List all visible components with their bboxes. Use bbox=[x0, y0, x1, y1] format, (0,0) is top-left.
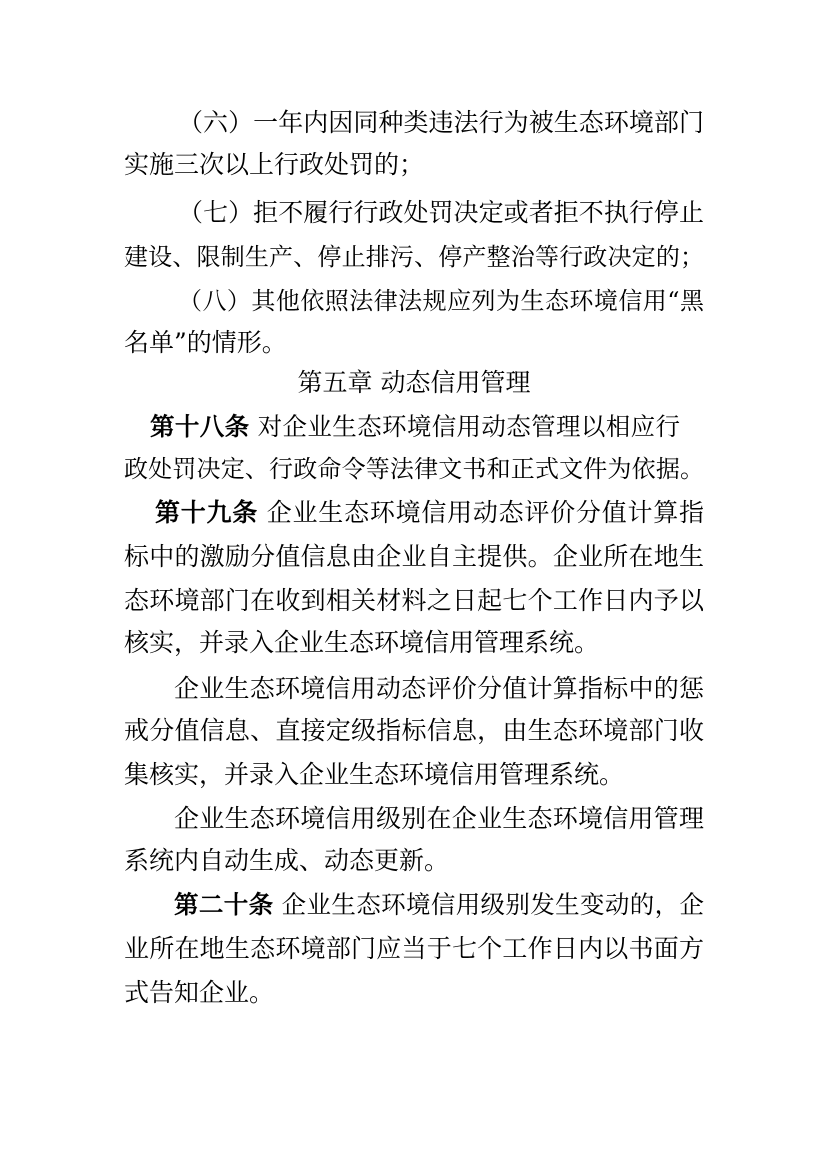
line-text: （六）一年内因同种类违法行为被生态环境部门 bbox=[178, 108, 704, 137]
line-text: （八）其他依照法律法规应列为生态环境信用“黑 bbox=[178, 287, 704, 315]
article-20-line bbox=[174, 888, 704, 922]
line-text: 戒分值信息、直接定级指标信息，由生态环境部门收 bbox=[124, 716, 704, 745]
text-line bbox=[178, 106, 704, 140]
article-number: 第十九条 bbox=[155, 498, 259, 527]
line-text: 企业生态环境信用级别在企业生态环境信用管理 bbox=[174, 804, 704, 833]
line-text: 标中的激励分值信息由企业自主提供。企业所在地生 bbox=[124, 542, 704, 571]
article-number: 第二十条 bbox=[174, 890, 274, 919]
text-line bbox=[178, 196, 704, 230]
line-text: 名单”的情形。 bbox=[124, 328, 287, 357]
text-line bbox=[124, 584, 704, 618]
article-19-line bbox=[155, 496, 704, 530]
line-text: 态环境部门在收到相关材料之日起七个工作日内予以 bbox=[124, 586, 704, 615]
line-text: 对企业生态环境信用动态管理以相应行 bbox=[249, 412, 680, 441]
text-line bbox=[124, 240, 704, 274]
chapter-heading bbox=[124, 366, 704, 400]
text-line bbox=[124, 758, 704, 792]
text-line bbox=[124, 452, 704, 486]
line-text: 建设、限制生产、停止排污、停产整治等行政决定的； bbox=[124, 243, 704, 271]
text-line bbox=[124, 844, 704, 878]
line-text: 企业生态环境信用动态评价分值计算指标中的惩 bbox=[174, 674, 704, 703]
text-line bbox=[124, 326, 704, 360]
text-line bbox=[124, 976, 704, 1010]
text-line bbox=[124, 714, 704, 748]
text-line bbox=[124, 932, 704, 966]
text-line bbox=[124, 626, 704, 660]
line-text: 集核实，并录入企业生态环境信用管理系统。 bbox=[124, 760, 625, 789]
line-text: 系统内自动生成、动态更新。 bbox=[124, 846, 450, 875]
line-text: 政处罚决定、行政命令等法律文书和正式文件为依据。 bbox=[124, 455, 704, 483]
line-text: 式告知企业。 bbox=[124, 978, 275, 1007]
line-text: 实施三次以上行政处罚的； bbox=[124, 150, 425, 179]
article-number: 第十八条 bbox=[150, 412, 250, 441]
line-text: 核实，并录入企业生态环境信用管理系统。 bbox=[124, 628, 600, 657]
text-line bbox=[178, 284, 704, 318]
text-line bbox=[124, 540, 704, 574]
line-text: （七）拒不履行行政处罚决定或者拒不执行停止 bbox=[178, 198, 704, 227]
line-text: 业所在地生态环境部门应当于七个工作日内以书面方 bbox=[124, 934, 704, 963]
text-line bbox=[124, 148, 704, 182]
chapter-heading-text: 第五章 动态信用管理 bbox=[297, 368, 531, 397]
text-line bbox=[174, 672, 704, 706]
line-text: 企业生态环境信用动态评价分值计算指 bbox=[258, 498, 704, 527]
text-line bbox=[174, 802, 704, 836]
line-text: 企业生态环境信用级别发生变动的，企 bbox=[273, 890, 704, 919]
article-18-line bbox=[150, 410, 680, 444]
